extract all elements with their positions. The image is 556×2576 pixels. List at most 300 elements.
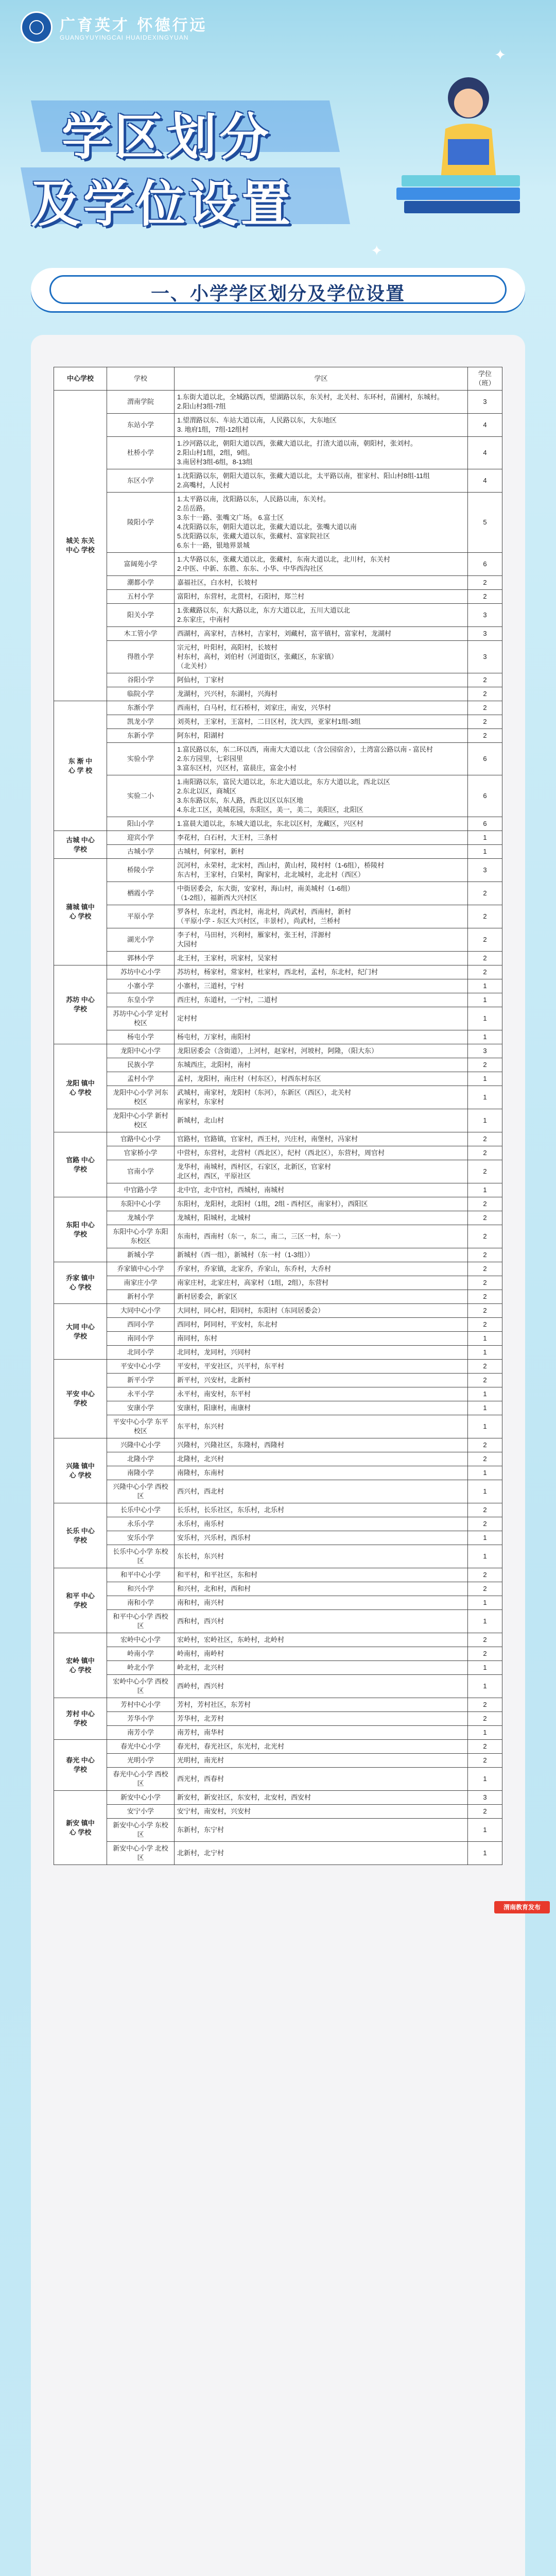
table-row <box>54 729 502 743</box>
table-row <box>54 831 502 845</box>
table-row <box>54 1374 502 1387</box>
count-cell: 3 <box>468 391 502 414</box>
area-cell: 北中官，北中官村，西城村，南城村 <box>175 1183 468 1197</box>
count-cell: 1 <box>468 1072 502 1086</box>
count-cell: 2 <box>468 715 502 729</box>
school-cell: 宏岭中心小学 <box>107 1633 175 1647</box>
school-cell: 阳山小学 <box>107 817 175 831</box>
count-cell: 2 <box>468 1211 502 1225</box>
count-cell: 1 <box>468 1030 502 1044</box>
school-cell: 永乐小学 <box>107 1517 175 1531</box>
school-cell: 和平中心小学 西校区 <box>107 1610 175 1633</box>
table-row <box>54 1262 502 1276</box>
count-cell: 2 <box>468 1248 502 1262</box>
area-cell: 宏岭村，宏岭社区，东岭村，北岭村 <box>175 1633 468 1647</box>
count-cell: 1 <box>468 1346 502 1360</box>
table-row <box>54 590 502 604</box>
area-cell: 龙华村，南城村，西村区，石家区，北新区，官家村 北区村，西区，平原社区 <box>175 1160 468 1183</box>
count-cell: 1 <box>468 831 502 845</box>
count-cell: 2 <box>468 1633 502 1647</box>
school-cell: 官南小学 <box>107 1160 175 1183</box>
school-cell: 孟村小学 <box>107 1072 175 1086</box>
school-cell: 光明小学 <box>107 1754 175 1768</box>
table-row <box>54 1842 502 1865</box>
table-row <box>54 1058 502 1072</box>
area-cell: 1.太平路以南，沈阳路以东，人民路以南，东关村。 2.岳岳路。 3.东十一路、张嘴文广场。 6.富士区 4.沈阳路以东，朝阳大道以北，张藏大道以北，张嘴大道以南 5.沈阳路以东，张藏大道以东，张藏村、富家院社区 6.东十一路，银地界景城 <box>175 493 468 553</box>
table-row <box>54 993 502 1007</box>
area-cell: 官路村，官路镇，官家村，西王村，兴庄村，南堡村，冯家村 <box>175 1132 468 1146</box>
table-row <box>54 979 502 993</box>
count-cell: 6 <box>468 743 502 775</box>
school-cell: 官路中心小学 <box>107 1132 175 1146</box>
table-row <box>54 1517 502 1531</box>
table-row <box>54 1452 502 1466</box>
school-cell: 芳华小学 <box>107 1712 175 1726</box>
table-row <box>54 1568 502 1582</box>
table-row <box>54 1582 502 1596</box>
table-row <box>54 1610 502 1633</box>
table-row <box>54 952 502 965</box>
area-cell: 永平村，南安村，东平村 <box>175 1387 468 1401</box>
school-cell: 平安中心小学 东平校区 <box>107 1415 175 1438</box>
area-cell: 西南村，白马村，红石桥村，刘家庄，南安，兴华村 <box>175 701 468 715</box>
count-cell: 1 <box>468 1332 502 1346</box>
district-cell: 古城 中心 学校 <box>54 831 107 859</box>
count-cell: 1 <box>468 1768 502 1791</box>
school-cell: 官家桥小学 <box>107 1146 175 1160</box>
table-row <box>54 1360 502 1374</box>
count-cell: 2 <box>468 1582 502 1596</box>
table-row <box>54 1290 502 1304</box>
table-row <box>54 715 502 729</box>
count-cell: 3 <box>468 627 502 641</box>
table-row <box>54 627 502 641</box>
table-row <box>54 965 502 979</box>
count-cell: 2 <box>468 1160 502 1183</box>
table-row <box>54 1415 502 1438</box>
school-cell: 岭北小学 <box>107 1661 175 1675</box>
district-cell: 兴隆 镇中心 学校 <box>54 1438 107 1503</box>
count-cell: 3 <box>468 641 502 673</box>
area-cell: 乔家村，乔家镇，北家乔，乔家山，东乔村，大乔村 <box>175 1262 468 1276</box>
title-line1: 学区划分 <box>62 110 272 165</box>
district-cell: 平安 中心 学校 <box>54 1360 107 1438</box>
count-cell: 2 <box>468 1290 502 1304</box>
count-cell: 2 <box>468 1740 502 1754</box>
table-row <box>54 414 502 437</box>
count-cell: 2 <box>468 1647 502 1661</box>
header-school: 学校 <box>107 367 175 391</box>
school-cell: 龙阳中心小学 新村校区 <box>107 1109 175 1132</box>
area-cell: 南芳村，南华村 <box>175 1726 468 1740</box>
table-row <box>54 1007 502 1030</box>
sparkle-icon: ✦ <box>494 47 507 63</box>
section-title: 一、小学学区划分及学位设置 <box>150 283 405 304</box>
area-cell: 和兴村，北和村，西和村 <box>175 1582 468 1596</box>
table-row <box>54 1791 502 1805</box>
school-cell: 长乐中心小学 <box>107 1503 175 1517</box>
district-cell: 长乐 中心 学校 <box>54 1503 107 1568</box>
area-cell: 新平村，兴安村，北新村 <box>175 1374 468 1387</box>
area-cell: 苏坊村，杨家村，常家村，杜家村，西北村，孟村，东北村，纪门村 <box>175 965 468 979</box>
table-row <box>54 1387 502 1401</box>
school-cell: 栖霞小学 <box>107 882 175 905</box>
area-cell: 阿东村，阳湖村 <box>175 729 468 743</box>
count-cell: 2 <box>468 1276 502 1290</box>
area-cell: 南隆村，东南村 <box>175 1466 468 1480</box>
count-cell: 1 <box>468 993 502 1007</box>
school-cell: 南同小学 <box>107 1332 175 1346</box>
count-cell: 2 <box>468 1568 502 1582</box>
table-row <box>54 1401 502 1415</box>
table-row <box>54 1545 502 1568</box>
school-cell: 兴隆中心小学 <box>107 1438 175 1452</box>
count-cell: 2 <box>468 1452 502 1466</box>
count-cell: 2 <box>468 687 502 701</box>
count-cell: 1 <box>468 1842 502 1865</box>
table-row <box>54 437 502 469</box>
table-row <box>54 1647 502 1661</box>
school-cell: 乔家镇中心小学 <box>107 1262 175 1276</box>
area-cell: 东阳村，龙阳村，北阳村（1组，2组 - 西村区，南家村），西阳区 <box>175 1197 468 1211</box>
table-row <box>54 1197 502 1211</box>
area-cell: 新村居委会，新家区 <box>175 1290 468 1304</box>
school-cell: 东渐小学 <box>107 701 175 715</box>
school-cell: 兴隆中心小学 西校区 <box>107 1480 175 1503</box>
count-cell: 2 <box>468 1318 502 1332</box>
count-cell: 1 <box>468 1596 502 1610</box>
table-row <box>54 1740 502 1754</box>
count-cell: 2 <box>468 882 502 905</box>
count-cell: 2 <box>468 1438 502 1452</box>
school-cell: 新安中心小学 北校区 <box>107 1842 175 1865</box>
table-row <box>54 1248 502 1262</box>
school-cell: 岭南小学 <box>107 1647 175 1661</box>
area-cell: 东平村，东兴村 <box>175 1415 468 1438</box>
count-cell: 6 <box>468 817 502 831</box>
count-cell: 2 <box>468 965 502 979</box>
table-wrapper <box>54 367 502 1865</box>
table-row <box>54 1768 502 1791</box>
count-cell: 4 <box>468 469 502 493</box>
school-cell: 杨屯小学 <box>107 1030 175 1044</box>
count-cell: 5 <box>468 493 502 553</box>
school-cell: 得胜小学 <box>107 641 175 673</box>
table-row <box>54 1438 502 1452</box>
school-cell: 南家庄小学 <box>107 1276 175 1290</box>
table-body <box>54 391 502 1865</box>
count-cell: 2 <box>468 590 502 604</box>
count-cell: 1 <box>468 1675 502 1698</box>
district-cell: 龙阳 镇中心 学校 <box>54 1044 107 1132</box>
count-cell: 2 <box>468 1360 502 1374</box>
area-cell: 东长村，东兴村 <box>175 1545 468 1568</box>
table-row <box>54 845 502 859</box>
table-row <box>54 775 502 817</box>
count-cell: 1 <box>468 1387 502 1401</box>
area-cell: 西庄村，东道村，一宁村，二道村 <box>175 993 468 1007</box>
school-cell: 渭南学院 <box>107 391 175 414</box>
school-cell: 民族小学 <box>107 1058 175 1072</box>
count-cell: 1 <box>468 979 502 993</box>
table-row <box>54 1675 502 1698</box>
area-cell: 龙阳居委会（含街道），上河村，赵家村，河坡村，阿隆，（阳大东） <box>175 1044 468 1058</box>
table-row <box>54 1044 502 1058</box>
school-cell: 西同小学 <box>107 1318 175 1332</box>
table-row <box>54 1183 502 1197</box>
count-cell: 2 <box>468 1712 502 1726</box>
table-row <box>54 1698 502 1712</box>
district-cell: 新安 镇中心 学校 <box>54 1791 107 1865</box>
school-cell: 迎宾小学 <box>107 831 175 845</box>
school-cell: 大同中心小学 <box>107 1304 175 1318</box>
area-cell: 沉河村，永荣村，北宋村，西山村，黄山村，陵村村（1-6组），桥陵村 东古村，王家村，白果村，陶家村，北北城村，北北村（西区） <box>175 859 468 882</box>
school-cell: 安宁小学 <box>107 1805 175 1819</box>
table-row <box>54 469 502 493</box>
area-cell: 南和村，南兴村 <box>175 1596 468 1610</box>
table-row <box>54 817 502 831</box>
school-cell: 桥陵小学 <box>107 859 175 882</box>
area-cell: 小寨村，三道村，宁村 <box>175 979 468 993</box>
slogan-pinyin: GUANGYUYINGCAI HUAIDEXINGYUAN <box>60 34 189 41</box>
area-cell: 西同村，阿同村，平安村，东北村 <box>175 1318 468 1332</box>
area-cell: 北新村，北宁村 <box>175 1842 468 1865</box>
area-cell: 平安村，平安社区，兴平村，东平村 <box>175 1360 468 1374</box>
table-row <box>54 1072 502 1086</box>
district-cell: 蒲城 镇中心 学校 <box>54 859 107 965</box>
district-cell: 官路 中心 学校 <box>54 1132 107 1197</box>
school-cell: 中官路小学 <box>107 1183 175 1197</box>
area-cell: 宗元村，叶阳村，高阳村，长坡村 村东村，高村，刘伯村（河道街区，张藏区，东家镇） （北关村） <box>175 641 468 673</box>
school-cell: 凯龙小学 <box>107 715 175 729</box>
school-cell: 小寨小学 <box>107 979 175 993</box>
area-cell: 北同村，龙同村，兴同村 <box>175 1346 468 1360</box>
school-cell: 南隆小学 <box>107 1466 175 1480</box>
section-header <box>31 268 525 311</box>
area-cell: 东南村，西南村（东一，东二，南二，三区一村，东一） <box>175 1225 468 1248</box>
table-row <box>54 1146 502 1160</box>
table-row <box>54 576 502 590</box>
district-cell: 东 渐 中 心 学 校 <box>54 701 107 831</box>
table-row <box>54 1225 502 1248</box>
school-cell: 长乐中心小学 东校区 <box>107 1545 175 1568</box>
area-cell: 南家庄村，北家庄村，高家村（1组，2组），东营村 <box>175 1276 468 1290</box>
count-cell: 2 <box>468 1503 502 1517</box>
publisher-badge: 渭南教育发布 <box>494 1901 550 1913</box>
table-row <box>54 905 502 928</box>
area-cell: 岭南村，南岭村 <box>175 1647 468 1661</box>
count-cell: 1 <box>468 1415 502 1438</box>
table-row <box>54 1531 502 1545</box>
table-row <box>54 1819 502 1842</box>
school-cell: 郭林小学 <box>107 952 175 965</box>
count-cell: 2 <box>468 1225 502 1248</box>
school-cell: 北同小学 <box>107 1346 175 1360</box>
school-cell: 潮都小学 <box>107 576 175 590</box>
area-cell: 东城西庄，北阳村，南村 <box>175 1058 468 1072</box>
area-cell: 永乐村，南乐村 <box>175 1517 468 1531</box>
table-row <box>54 1109 502 1132</box>
school-cell: 新城小学 <box>107 1248 175 1262</box>
count-cell: 2 <box>468 1132 502 1146</box>
school-cell: 谷阳小学 <box>107 673 175 687</box>
school-logo-icon <box>21 11 53 43</box>
area-cell: 新城村，北山村 <box>175 1109 468 1132</box>
table-row <box>54 1754 502 1768</box>
area-cell: 中营村，东营村，北营村（西北区），纪村（西北区），东营村，周官村 <box>175 1146 468 1160</box>
count-cell: 2 <box>468 1805 502 1819</box>
count-cell: 2 <box>468 729 502 743</box>
count-cell: 3 <box>468 604 502 627</box>
table-row <box>54 1318 502 1332</box>
table-card <box>31 335 525 2576</box>
school-cell: 阳关小学 <box>107 604 175 627</box>
table-row <box>54 1480 502 1503</box>
area-cell: 安乐村，兴乐村，西乐村 <box>175 1531 468 1545</box>
area-cell: 1.东街大道以北，全城路以西，望湖路以东，东关村，北关村、东环村，苗圃村，东城村。 2.阳山村3组-7组 <box>175 391 468 414</box>
header-banner <box>0 0 556 268</box>
table-row <box>54 859 502 882</box>
count-cell: 6 <box>468 775 502 817</box>
table-row <box>54 553 502 576</box>
school-cell: 和兴小学 <box>107 1582 175 1596</box>
count-cell: 2 <box>468 1374 502 1387</box>
count-cell: 2 <box>468 905 502 928</box>
table-row <box>54 701 502 715</box>
table-row <box>54 1805 502 1819</box>
table-row <box>54 1661 502 1675</box>
school-cell: 东阳中心小学 东阳东校区 <box>107 1225 175 1248</box>
school-cell: 平原小学 <box>107 905 175 928</box>
table-header-row <box>54 367 502 391</box>
count-cell: 1 <box>468 1661 502 1675</box>
school-cell: 苏坊中心小学 <box>107 965 175 979</box>
table-row <box>54 1332 502 1346</box>
area-cell: 刘英村，王家村，王富村，二日区村，沈大四，亚家村1组-3组 <box>175 715 468 729</box>
count-cell: 2 <box>468 1698 502 1712</box>
count-cell: 2 <box>468 1146 502 1160</box>
area-cell: 1.南阳路以东，富民大道以北，东北大道以北，东方大道以北，西北以区 2.东北以区，商城区 3.东东路以东，东人路，西北以区以东区地 4.东北工区，美城花园，东阳区，美一，美二，美阳区，北阳区 <box>175 775 468 817</box>
school-cell: 临院小学 <box>107 687 175 701</box>
table-row <box>54 1726 502 1740</box>
table-row <box>54 604 502 627</box>
area-cell: 和平村，和平社区，东和村 <box>175 1568 468 1582</box>
count-cell: 6 <box>468 553 502 576</box>
count-cell: 1 <box>468 1007 502 1030</box>
area-cell: 定村村 <box>175 1007 468 1030</box>
count-cell: 1 <box>468 1183 502 1197</box>
school-cell: 宏岭中心小学 西校区 <box>107 1675 175 1698</box>
table-row <box>54 1466 502 1480</box>
area-cell: 大同村，同心村，阳同村，东阳村（东同居委会） <box>175 1304 468 1318</box>
school-cell: 平安中心小学 <box>107 1360 175 1374</box>
area-cell: 龙湖村，兴兴村，东湖村，兴海村 <box>175 687 468 701</box>
area-cell: 1.富晨大道以北，东城大道以北，东北以区村，龙藏区，兴区村 <box>175 817 468 831</box>
area-cell: 新安村，新安社区，东安村，北安村，西安村 <box>175 1791 468 1805</box>
school-cell: 春光中心小学 西校区 <box>107 1768 175 1791</box>
area-cell: 阿仙村，丁家村 <box>175 673 468 687</box>
area-cell: 李子村，马田村，兴利村，雁家村，张王村，洋源村 大园村 <box>175 928 468 952</box>
school-district-table <box>54 367 502 1865</box>
district-cell: 乔家 镇中心 学校 <box>54 1262 107 1304</box>
district-cell: 宏岭 镇中心 学校 <box>54 1633 107 1698</box>
table-row <box>54 1712 502 1726</box>
area-cell: 古城村，何家村，新村 <box>175 845 468 859</box>
header-area: 学区 <box>175 367 468 391</box>
district-cell: 东阳 中心 学校 <box>54 1197 107 1262</box>
school-cell: 永平小学 <box>107 1387 175 1401</box>
school-cell: 湖光小学 <box>107 928 175 952</box>
area-cell: 1.沈阳路以东，朝阳大道以东，张藏大道以北，太平路以南，崔家村、阳山村8组-11组 2.高嘴村，人民村 <box>175 469 468 493</box>
count-cell: 2 <box>468 673 502 687</box>
school-cell: 春光中心小学 <box>107 1740 175 1754</box>
header-count: 学位（班） <box>468 367 502 391</box>
school-cell: 新安中心小学 <box>107 1791 175 1805</box>
school-cell: 东区小学 <box>107 469 175 493</box>
area-cell: 1.富民路以东，东二环以西，南南大大道以北（含公园宿舍），土湾富公路以南 - 富民村 2.东方园里，七彩园里 3.富东区村，兴区村，富晨庄，富金小村 <box>175 743 468 775</box>
count-cell: 1 <box>468 1466 502 1480</box>
area-cell: 西湖村，高家村，吉林村，吉家村，刘藏村，富平镇村，富家村，龙湖村 <box>175 627 468 641</box>
count-cell: 2 <box>468 1262 502 1276</box>
district-cell: 春光 中心 学校 <box>54 1740 107 1791</box>
area-cell: 中街居委会，东大街，安家村，海山村，南美城村（1-6组） （1-2组），福新西大兴村区 <box>175 882 468 905</box>
area-cell: 西兴村，西北村 <box>175 1480 468 1503</box>
district-cell: 城关 东关 中心 学校 <box>54 391 107 701</box>
school-cell: 东新小学 <box>107 729 175 743</box>
school-cell: 五村小学 <box>107 590 175 604</box>
area-cell: 新城村（西一组），新城村（东一村（1-3组）） <box>175 1248 468 1262</box>
area-cell: 东新村，东宁村 <box>175 1819 468 1842</box>
area-cell: 富阳村，东营村，北贯村，石阳村，郑兰村 <box>175 590 468 604</box>
school-cell: 安康小学 <box>107 1401 175 1415</box>
area-cell: 南同村，东村 <box>175 1332 468 1346</box>
school-cell: 新村小学 <box>107 1290 175 1304</box>
school-cell: 南芳小学 <box>107 1726 175 1740</box>
area-cell: 芳华村，北芳村 <box>175 1712 468 1726</box>
district-cell: 大同 中心 学校 <box>54 1304 107 1360</box>
school-cell: 古城小学 <box>107 845 175 859</box>
area-cell: 长乐村，长乐社区，东乐村，北乐村 <box>175 1503 468 1517</box>
count-cell: 3 <box>468 1791 502 1805</box>
count-cell: 3 <box>468 859 502 882</box>
school-cell: 木工管小学 <box>107 627 175 641</box>
table-row <box>54 493 502 553</box>
slogan: 广育英才 怀德行远 <box>60 16 207 35</box>
area-cell: 北王村，王家村，巩家村，吴家村 <box>175 952 468 965</box>
count-cell: 1 <box>468 1726 502 1740</box>
count-cell: 1 <box>468 1086 502 1109</box>
table-row <box>54 687 502 701</box>
area-cell: 龙城村，阳城村，北城村 <box>175 1211 468 1225</box>
school-cell: 芳村中心小学 <box>107 1698 175 1712</box>
table-row <box>54 1160 502 1183</box>
area-cell: 光明村，南光村 <box>175 1754 468 1768</box>
count-cell: 1 <box>468 1531 502 1545</box>
school-cell: 龙阳中心小学 河东校区 <box>107 1086 175 1109</box>
title-line2: 及学位设置 <box>31 177 293 232</box>
count-cell: 2 <box>468 1517 502 1531</box>
table-row <box>54 391 502 414</box>
table-row <box>54 1503 502 1517</box>
school-cell: 龙城小学 <box>107 1211 175 1225</box>
area-cell: 西光村，西春村 <box>175 1768 468 1791</box>
count-cell: 2 <box>468 1058 502 1072</box>
school-cell: 新安中心小学 东校区 <box>107 1819 175 1842</box>
school-cell: 南和小学 <box>107 1596 175 1610</box>
count-cell: 3 <box>468 1044 502 1058</box>
area-cell: 孟村，龙阳村，南庄村（村东区），村西东村东区 <box>175 1072 468 1086</box>
school-cell: 杜桥小学 <box>107 437 175 469</box>
